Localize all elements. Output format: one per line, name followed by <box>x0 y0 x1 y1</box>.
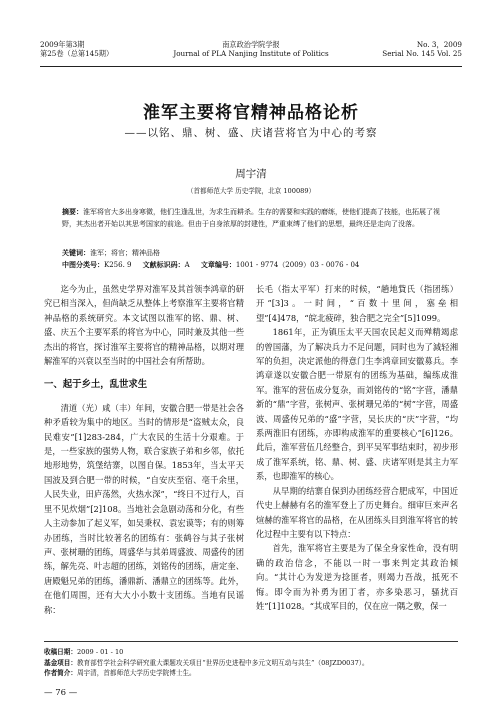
body-paragraph: 长毛（指太平军）打来的时候，“趟地貲氏（指团练）开”[3]3。一时间，“百数十里间，塞垒相望”[4]478，“皖北疲碎，独合肥之完全”[5]1099。 <box>256 284 458 323</box>
fund-label: 基金项目： <box>44 658 77 667</box>
header-issue-line1: 2009年第3期 <box>40 40 85 49</box>
footnote-author <box>44 668 458 679</box>
header-serial-line2: Serial No. 145 Vol. 25 <box>382 49 462 58</box>
received-date: 2009 - 01 - 10 <box>76 648 124 656</box>
clc-label: 中图分类号： <box>62 260 104 269</box>
keywords-label: 关键词： <box>62 248 90 257</box>
fund-text: 教育部哲学社会科学研究重大课题攻关项目“世界历史进程中多元文明互动与共生”（08JZD0037）。 <box>76 658 369 667</box>
running-header <box>40 40 462 67</box>
author-affiliation: （首都师范大学 历史学院，北京 100089） <box>186 187 316 195</box>
article-id-label: 文章编号： <box>200 260 236 269</box>
received-label: 收稿日期： <box>44 648 77 656</box>
body-paragraph: 清道（光）咸（丰）年间，安徽合肥一带是社会各种矛盾较为集中的地区。当时的情形是“盗贼太众，良民难安”[1]283-284，广大农民的生活十分艰难。于是，一些家族的强势人物，联合家族子弟和乡邻，依托地形地势，筑堡结寨，以图自保。1853年，当太平天国波及到合肥一带的时候，“自安庆至宿、亳千余里，人民失业，田庐荡然，火热水深”，“终日不过行人，百里不见炊烟”[2]108。当地社会急剧动荡和分化，有些人主动参加了起义军，如吴秉权、袁宏谟等；有的则筹办团练，当时比较著名的团练有：张鹤谷与其子张树声、张树珊的团练，周盛华与其弟周盛波、周盛传的团练，解先亮、叶志超的团练，刘铭传的团练，唐定奎、唐殿魁兄弟的团练，潘鼎新、潘鼎立的团练等。此外，在他们周围，还有大大小小数十支团练。当地有民谣称： <box>44 402 244 615</box>
header-issue-line2: 第25卷（总第145期） <box>40 49 114 58</box>
footnote-fund <box>44 658 458 669</box>
abstract <box>62 206 440 230</box>
abstract-text: 淮军将官大多出身寒微，他们生逢乱世，为求生而耕杀。生存的需要和实践的磨练，使他们提高了技能，也拓展了视野，其杰出者开始以其思考国家的前途。但由于自身浓厚的封建性，严重束缚了他们的思想，最终还是走向了没落。 <box>62 208 440 228</box>
body-column-right <box>256 282 458 613</box>
author-bio-label: 作者简介： <box>44 669 77 677</box>
body-paragraph: 首先，淮军将官主要是为了保全身家性命，没有明确的政治信念，不能以一时一事来判定其政治倾向。“其计心为发逆为捻匪者，则竭力吾战，抵死不悔。即令而为补勇为团丁者，亦多染恶习，骚扰百姓”[1]1028。“其成军目的，仅在应一隅之敷，保一 <box>256 543 458 611</box>
header-serial-line1: No. 3，2009 <box>416 40 462 49</box>
paper-subtitle: ——以铭、鼎、树、盛、庆诸营将官为中心的考察 <box>124 127 378 139</box>
footnote-block <box>44 641 458 679</box>
abstract-label: 摘要： <box>62 207 83 216</box>
paper-title: 淮军主要将官精神品格论析 <box>143 103 359 123</box>
keywords <box>62 247 440 260</box>
doc-code-label: 文献标识码： <box>142 260 185 269</box>
body-paragraph: 迄今为止，虽然史学界对淮军及其首领李鸿章的研究已相当深入，但尚缺乏从整体上考察淮军主要将官精神品格的系统研究。本文试图以淮军的铭、鼎、树、盛、庆五个主要军系的将官为中心，同时兼及其他一些杰出的将官，探讨淮军主要将官的精神品格，以期对理解淮军的兴衰以至当时的中国社会有所帮助。 <box>44 284 244 367</box>
keywords-text: 淮军；将官；精神品格 <box>90 249 160 257</box>
author-name: 周宇清 <box>235 168 267 180</box>
classification-line <box>62 259 440 272</box>
clc-value: K256. 9 <box>104 261 132 269</box>
body-paragraph: 从早期的结寨自保到办团练经营合肥成军，中国近代史上赫赫有名的淮军登上了历史舞台。细审巨来声名煊赫的淮军将官的品格，在从团练头目到淮军将官的转化过程中主要有以下特点： <box>256 485 458 539</box>
body-paragraph: 1861年，正为镇压太平天国农民起义而殚精竭虑的曾国藩，为了解决兵力不足问题，同时也为了減轻湘军的负担，决定派他的得意门生李鸿章回安徽募兵。李鸿章遂以安徽合肥一带原有的团练为基础，编练成淮军。淮军的营伍成分复杂，而刘铭传的“铭”字营，潘鼎新的“鼎”字营，张树声、张树珊兄弟的“树”字营，周盛波、周盛传兄弟的“盛”字营，吴长庆的“庆”字营，“均系两淮旧有团练，亦即构成淮军的重要核心”[6]126。此后，淮军营伍几经整合，到平吴军事结束时，初步形成了淮军系统，铭、鼎、树、盛、庆诸军则是其主力军系，也即淮军的核心。 <box>256 327 458 482</box>
header-journal-en: Journal of PLA Nanjing Institute of Politics <box>173 49 329 58</box>
footnote-received <box>44 647 458 658</box>
body-column-left <box>44 282 244 617</box>
doc-code-value: A <box>184 261 190 269</box>
article-id-value: 1001 - 9774（2009）03 - 0076 - 04 <box>235 261 360 269</box>
section-heading: 一、起于乡土，乱世求生 <box>44 379 148 391</box>
page-number: — 76 — <box>44 688 78 698</box>
author-bio-text: 周宇清，首都师范大学历史学院博士生。 <box>76 669 196 677</box>
header-journal-cn: 南京政治学院学报 <box>222 40 280 49</box>
header-serial <box>382 40 462 58</box>
